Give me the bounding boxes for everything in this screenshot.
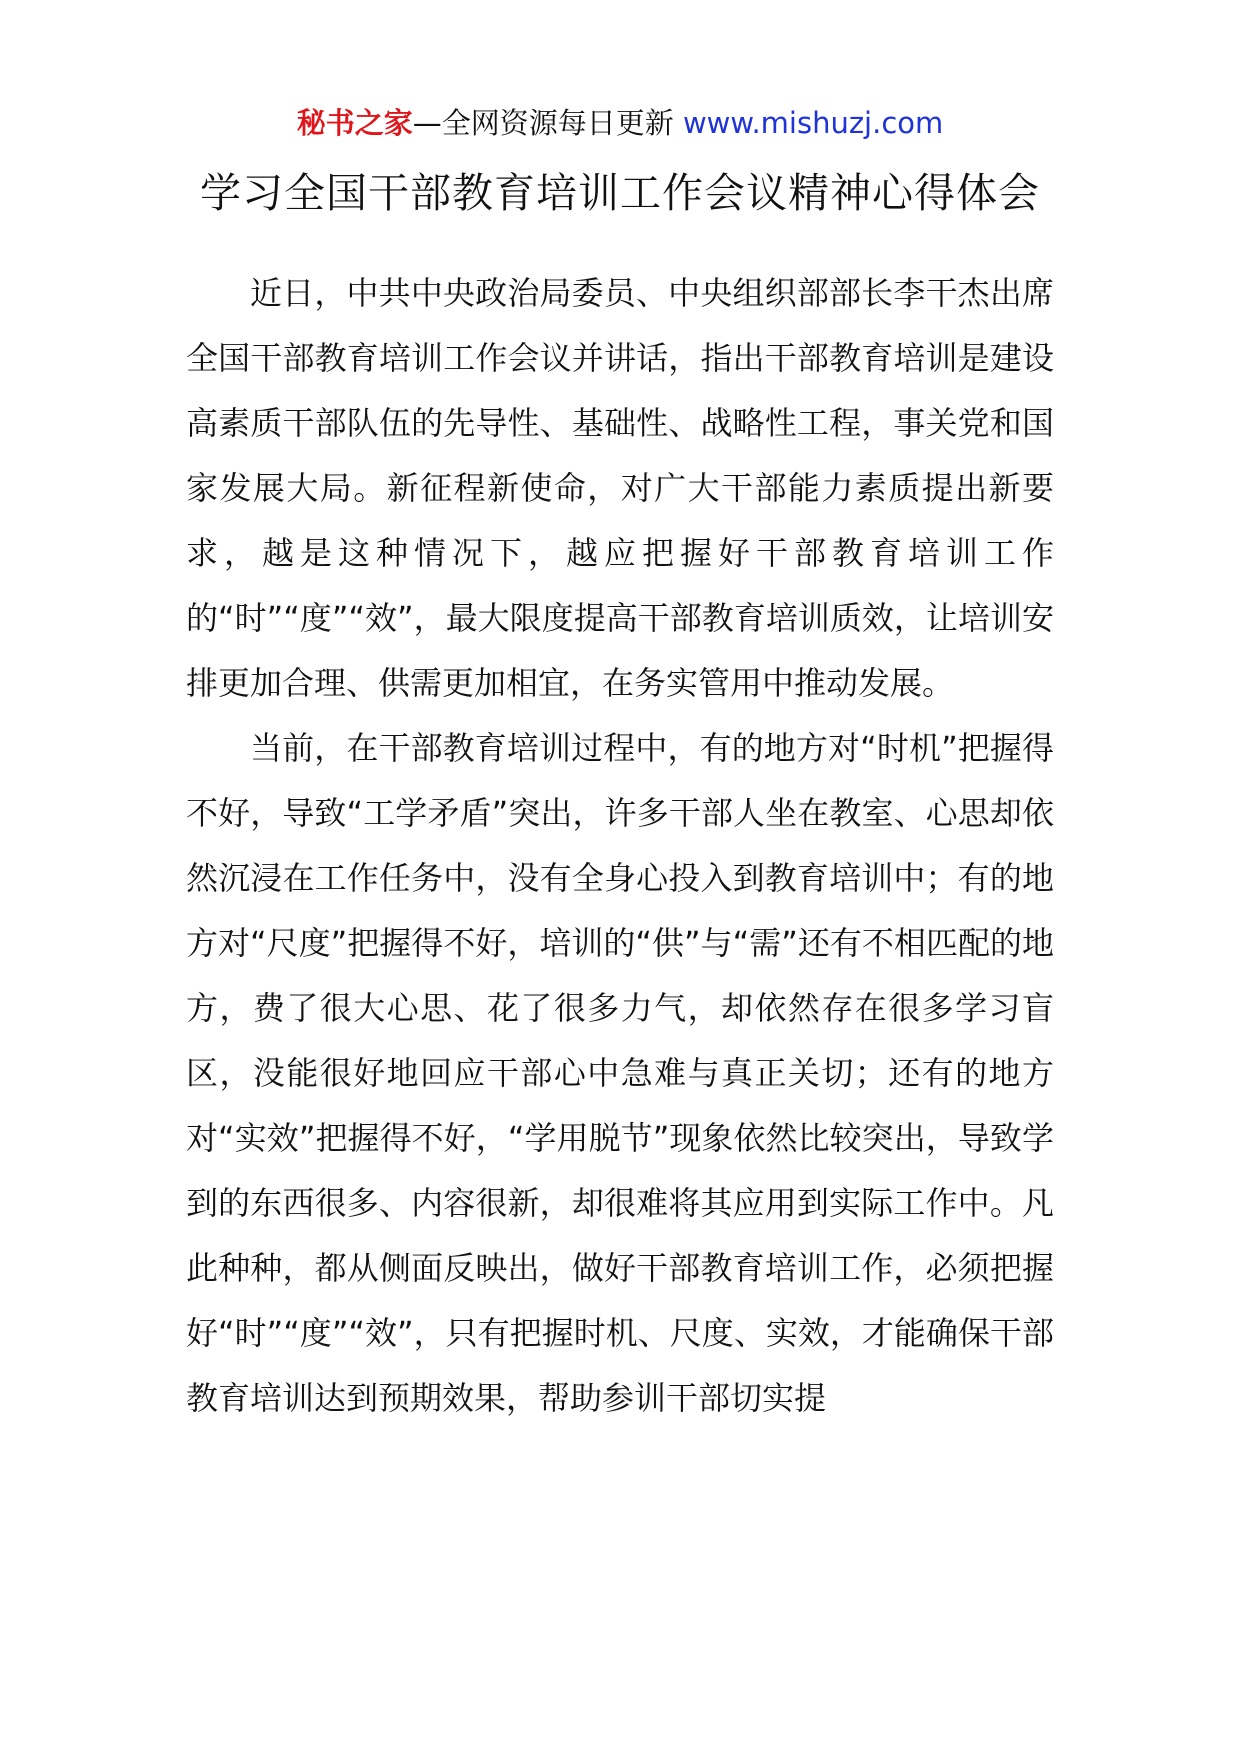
paragraph-2: 当前，在干部教育培训过程中，有的地方对“时机”把握得不好，导致“工学矛盾”突出，许多干部人坐在教室、心思却依然沉浸在工作任务中，没有全身心投入到教育培训中；有的地方对“尺度”把握得不好，培训的“供”与“需”还有不相匹配的地方，费了很大心思、花了很多力气，却依然存在很多学习盲区，没能很好地回应干部心中急难与真正关切；还有的地方对“实效”把握得不好，“学用脱节”现象依然比较突出，导致学到的东西很多、内容很新，却很难将其应用到实际工作中。凡此种种，都从侧面反映出，做好干部教育培训工作，必须把握好“时”“度”“效”，只有把握时机、尺度、实效，才能确保干部教育培训达到预期效果，帮助参训干部切实提 xyxy=(186,729,1054,1417)
document-title: 学习全国干部教育培训工作会议精神心得体会 xyxy=(200,169,1040,217)
site-tagline: —全网资源每日更新 xyxy=(412,106,683,140)
document-body xyxy=(186,261,1054,1431)
site-brand-name: 秘书之家 xyxy=(296,106,413,140)
paragraph-1: 近日，中共中央政治局委员、中央组织部部长李干杰出席全国干部教育培训工作会议并讲话，指出干部教育培训是建设高素质干部队伍的先导性、基础性、战略性工程，事关党和国家发展大局。新征程新使命，对广大干部能力素质提出新要求，越是这种情况下，越应把握好干部教育培训工作的“时”“度”“效”，最大限度提高干部教育培训质效，让培训安排更加合理、供需更加相宜，在务实管用中推动发展。 xyxy=(186,274,1054,702)
site-url-link[interactable]: www.mishuzj.com xyxy=(682,106,944,140)
site-header-banner xyxy=(0,101,1240,145)
